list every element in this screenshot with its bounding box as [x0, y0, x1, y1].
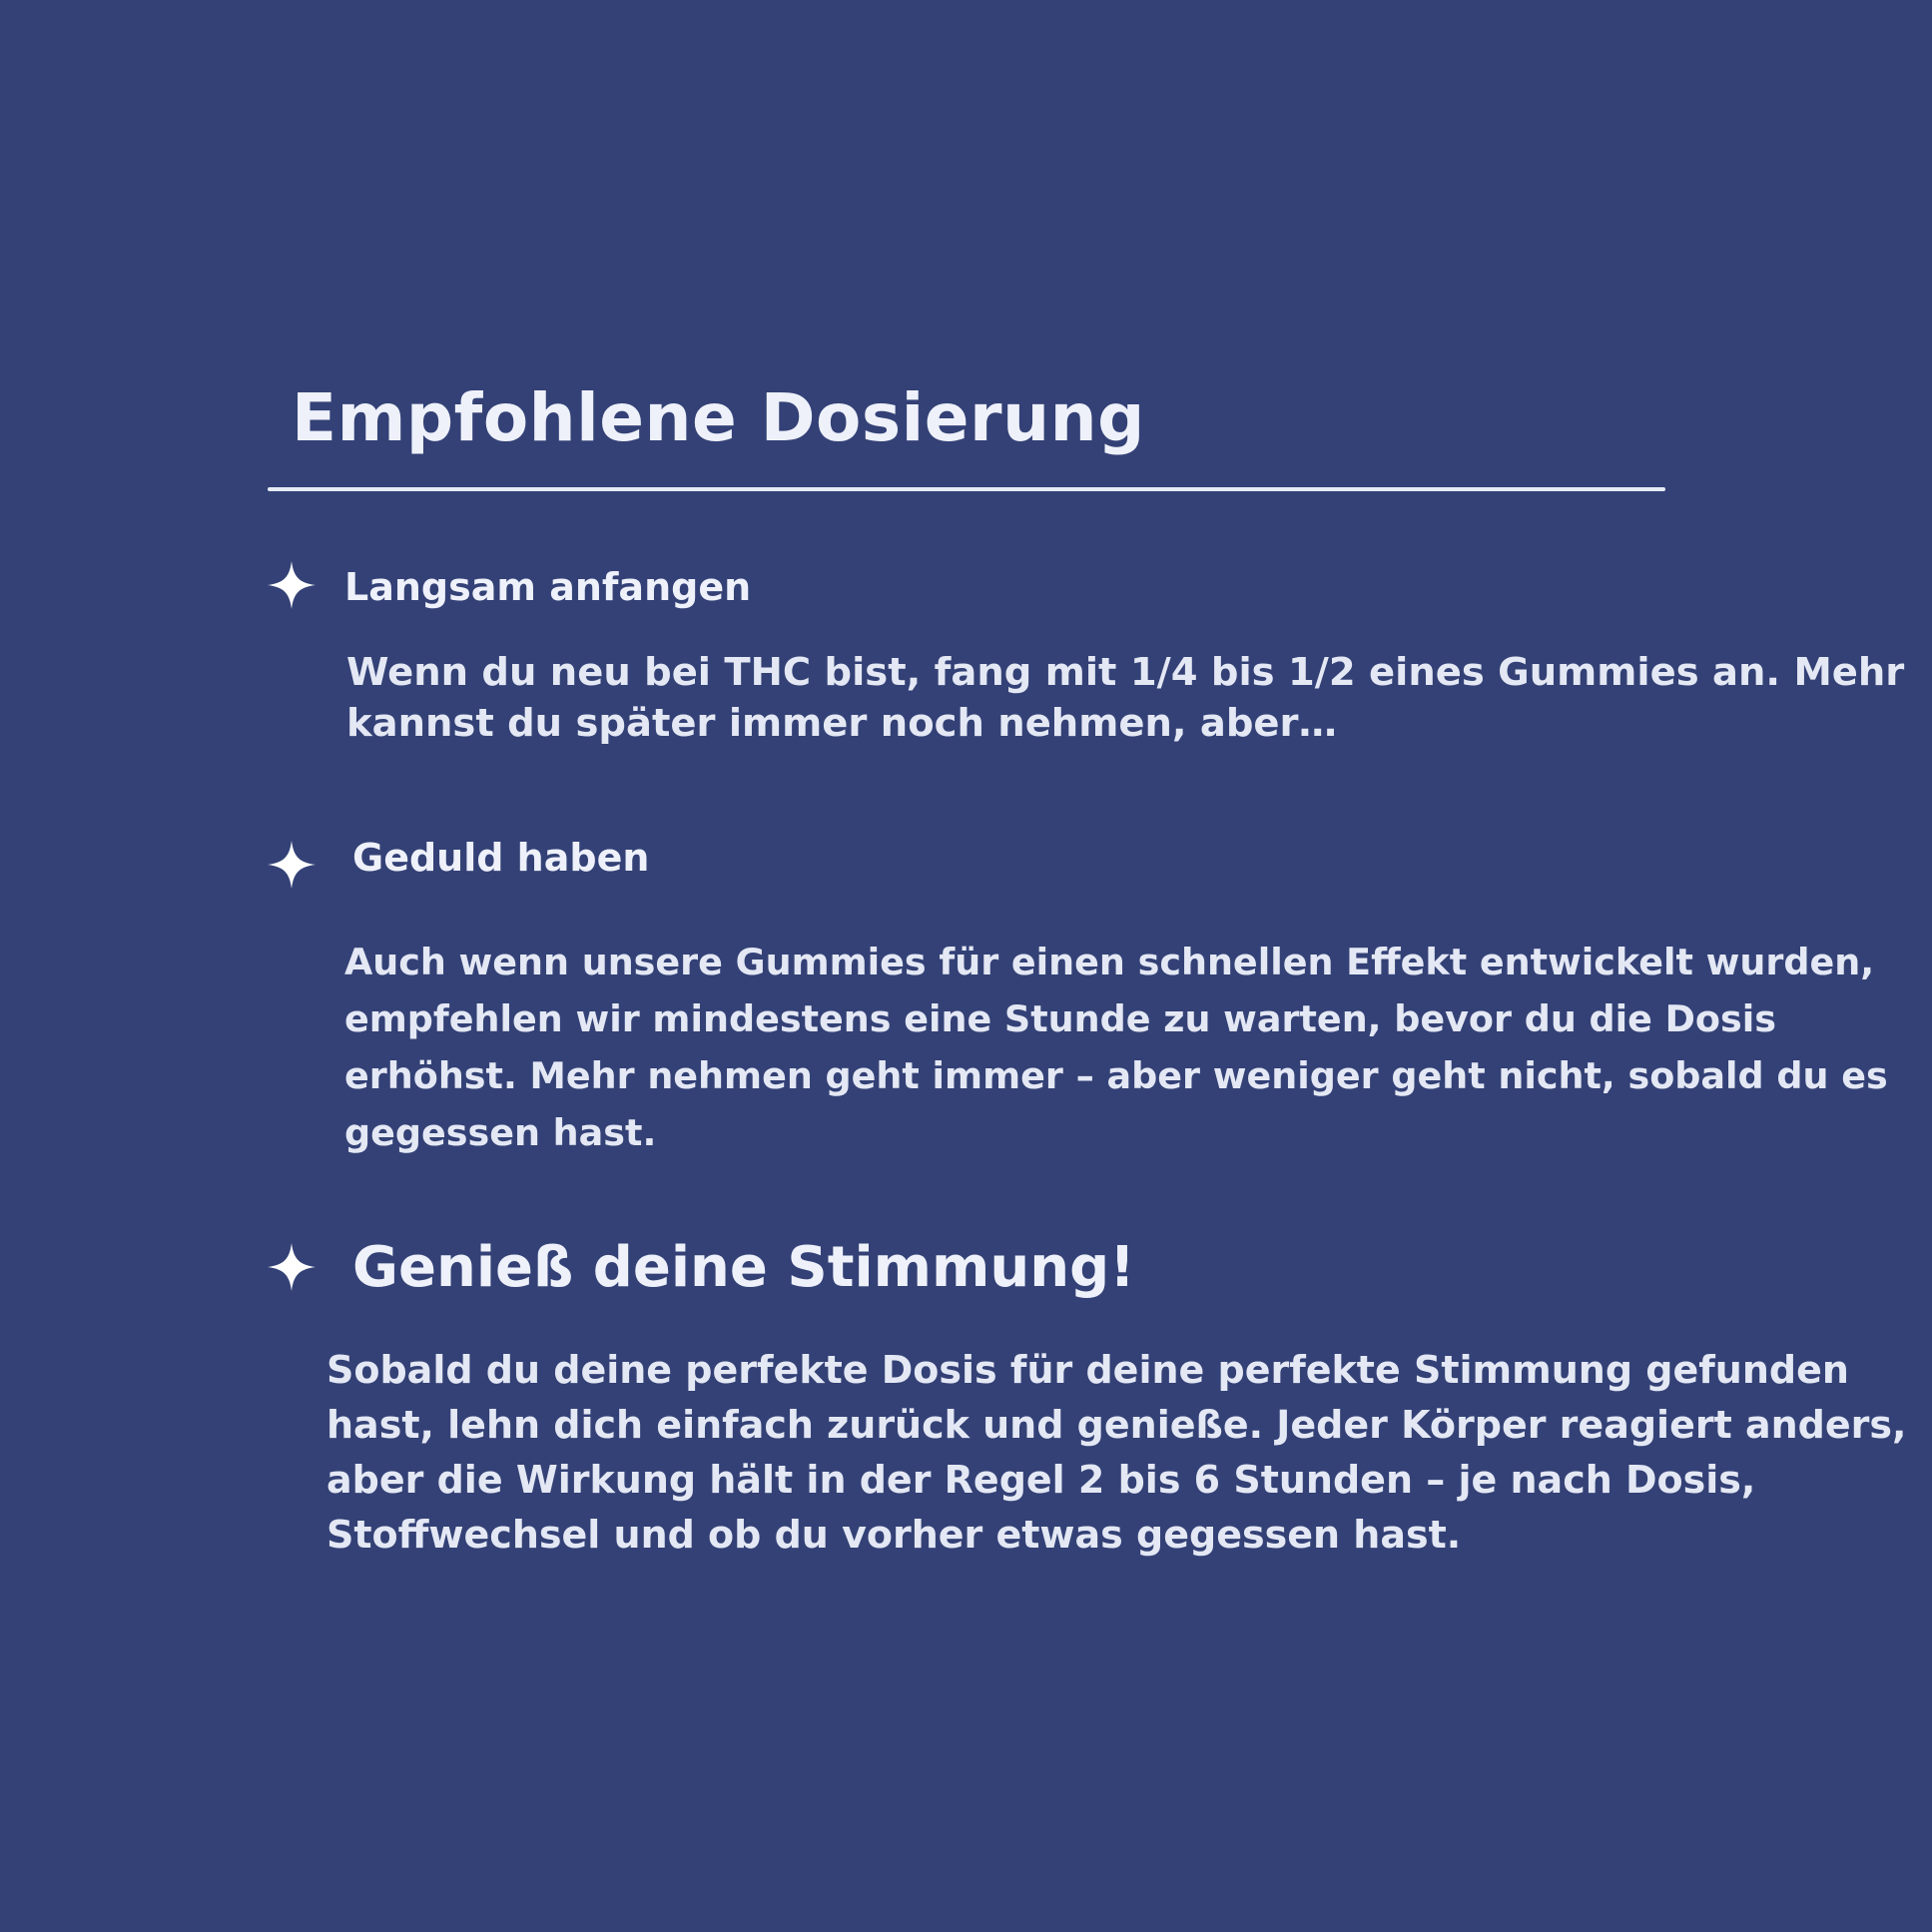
page-title: Empfohlene Dosierung: [292, 379, 1145, 456]
section-heading-langsam-anfangen: Langsam anfangen: [344, 565, 752, 609]
section-heading-geduld-haben: Geduld haben: [352, 836, 650, 880]
sparkle-star-icon: [266, 1241, 318, 1293]
sparkle-star-icon: [266, 839, 318, 891]
section-text-geniess-deine-stimmung: Sobald du deine perfekte Dosis für deine perfekte Stimmung gefunden hast, lehn dich einfach zurück und genieße. Jeder Körper reagiert anders, aber die Wirkung hält in der Regel 2 bis 6 Stunden – je nach Dosis, Stoffwechsel und ob du vorher etwas gegessen hast.: [326, 1348, 1907, 1557]
section-heading-geniess-deine-stimmung: Genieß deine Stimmung!: [352, 1235, 1135, 1300]
section-text-geduld-haben: Auch wenn unsere Gummies für einen schnellen Effekt entwickelt wurden, empfehlen wir mindestens eine Stunde zu warten, bevor du die Dosis erhöhst. Mehr nehmen geht immer – aber weniger geht nicht, sobald du es gegessen hast.: [344, 941, 1888, 1154]
section-text-langsam-anfangen: Wenn du neu bei THC bist, fang mit 1/4 bis 1/2 eines Gummies an. Mehr kannst du später immer noch nehmen, aber…: [346, 650, 1905, 746]
title-divider: [268, 487, 1665, 491]
sparkle-star-icon: [266, 559, 318, 611]
